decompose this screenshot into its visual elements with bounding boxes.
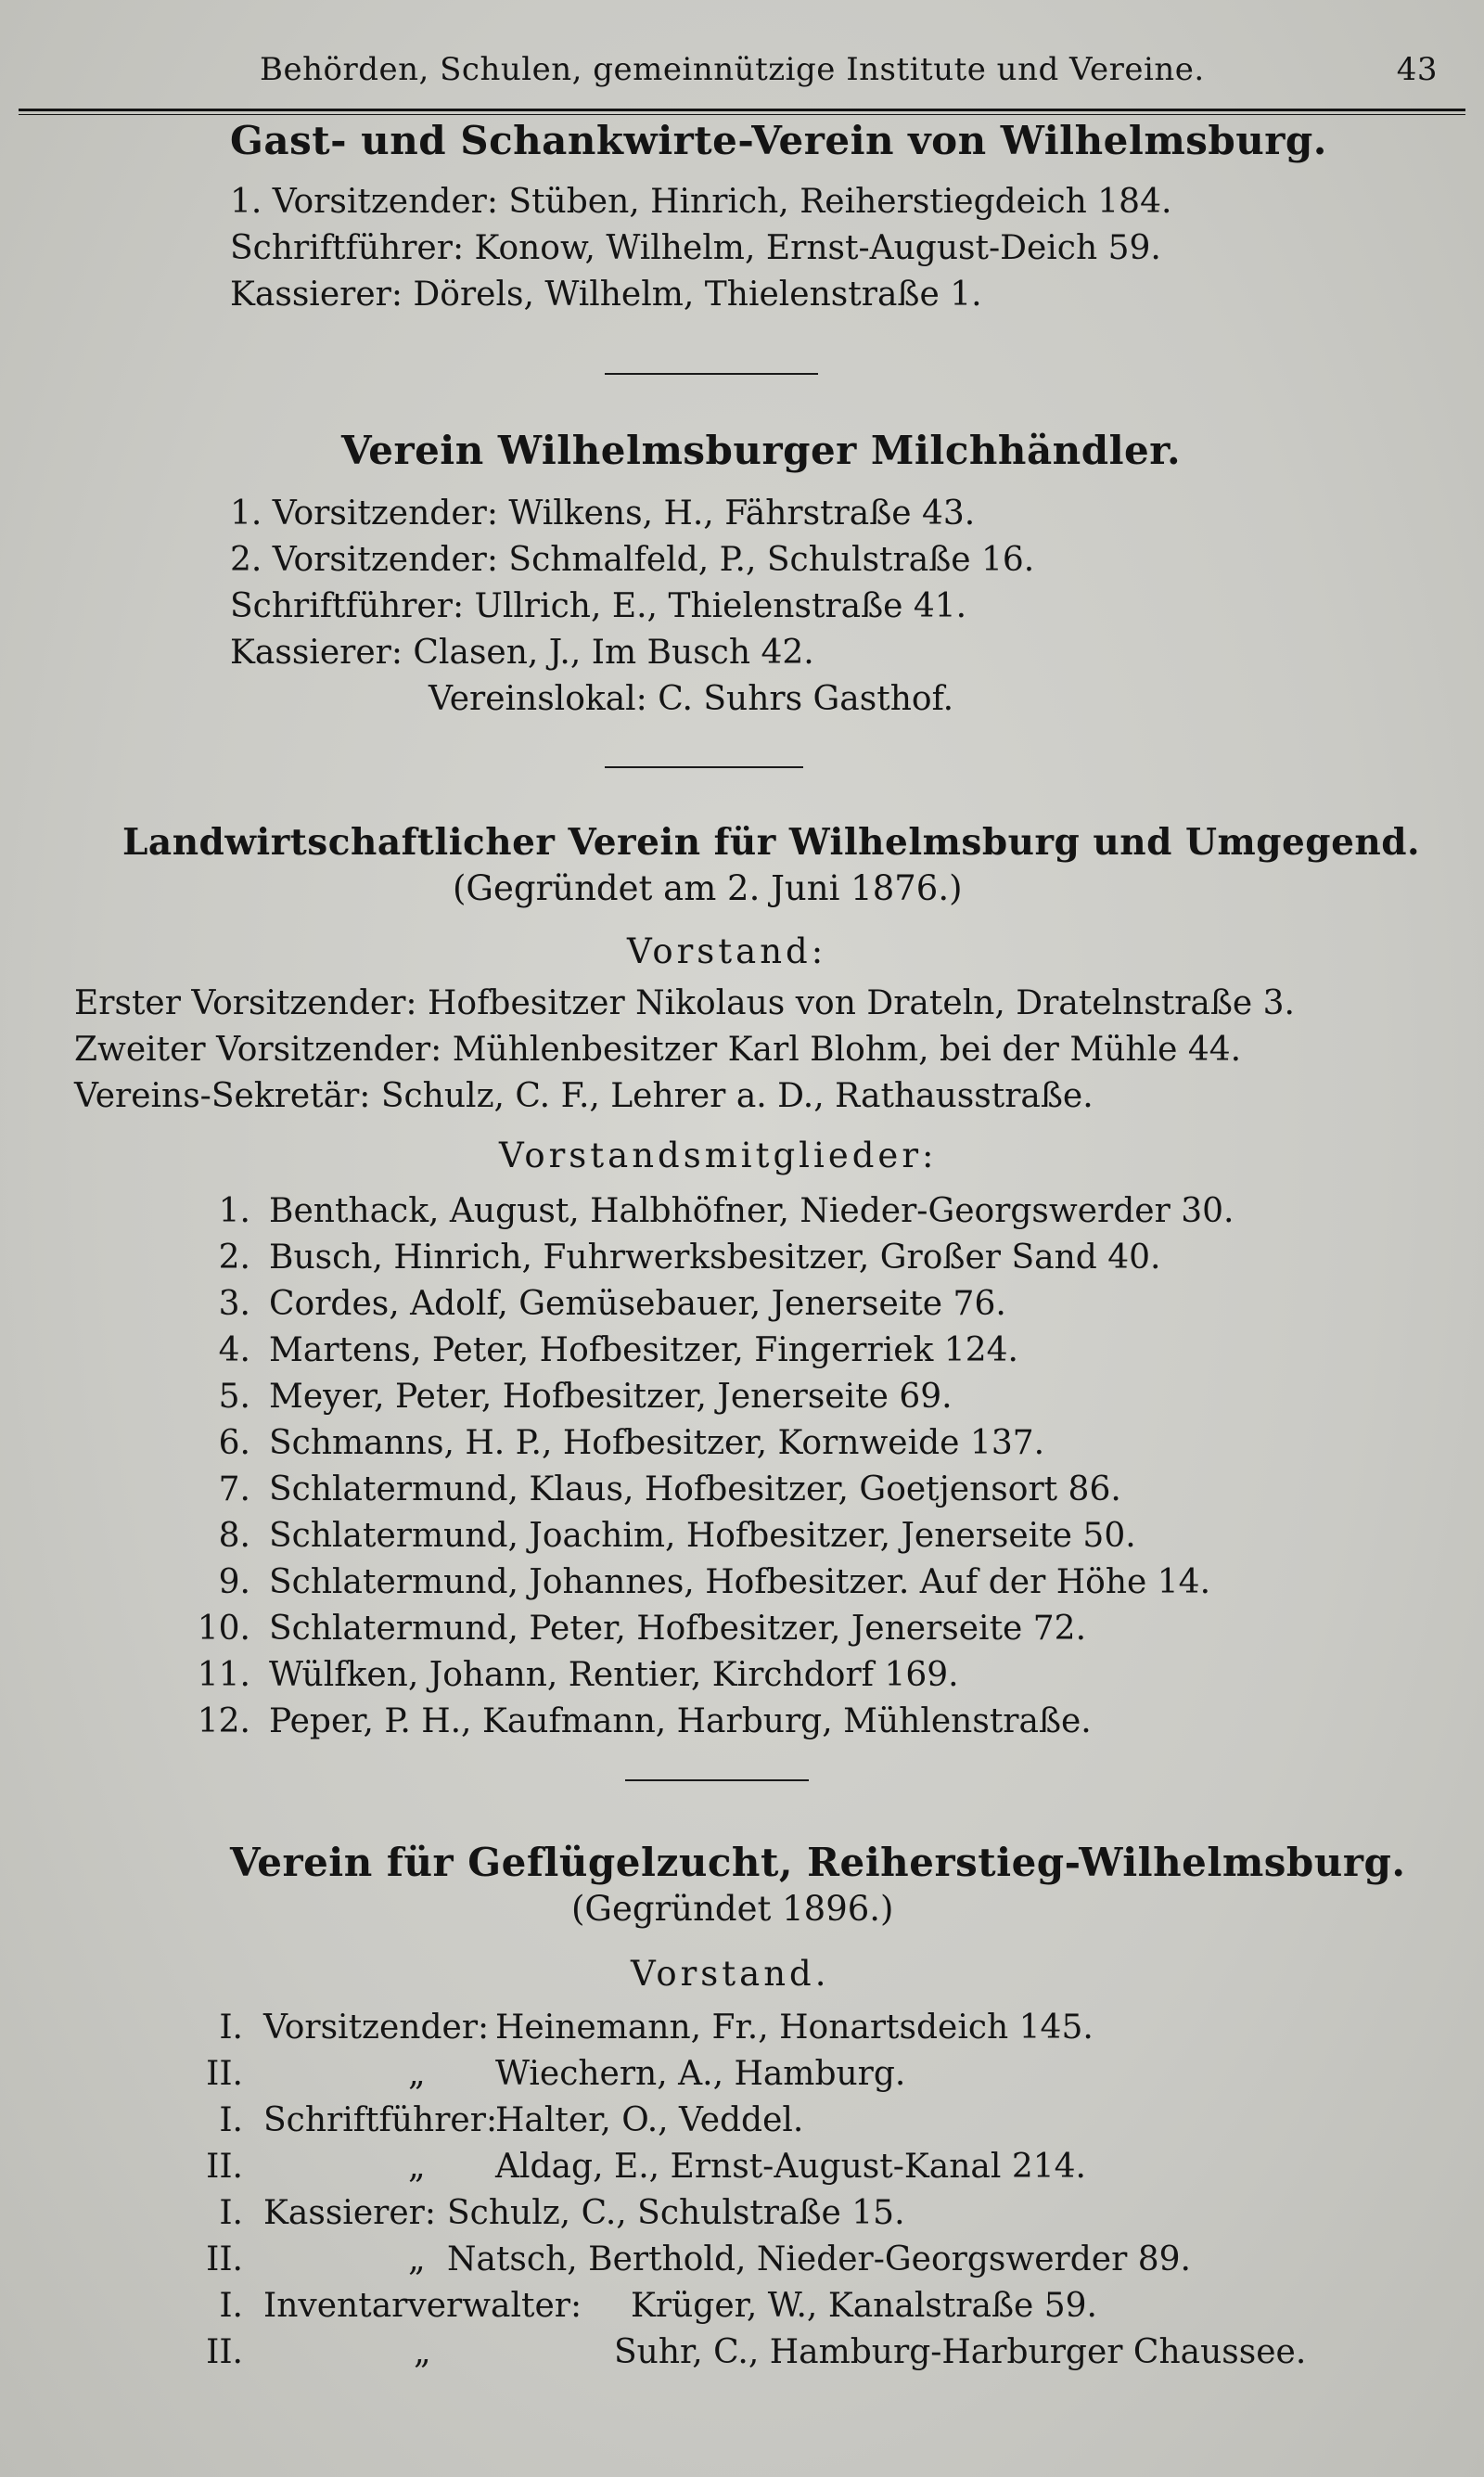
member-entry: Suhr, C., Hamburg-Harburger Chaussee. [614,2333,1307,2371]
rank-number: II. [206,2333,243,2371]
member-entry: Wiechern, A., Hamburg. [495,2055,906,2093]
section-divider [605,766,803,768]
member-entry: Peper, P. H., Kaufmann, Harburg, Mühlenstraße. [269,1702,1092,1740]
member-entry: Martens, Peter, Hofbesitzer, Fingerriek 124. [269,1331,1018,1369]
section-title: Verein für Geflügelzucht, Reiherstieg-Wilhelmsburg. [230,1840,1406,1885]
member-number: 11. [197,1656,250,1694]
member-entry: Schmanns, H. P., Hofbesitzer, Kornweide 137. [269,1424,1045,1462]
member-number: 1. [218,1192,250,1230]
member-entry: Aldag, E., Ernst-August-Kanal 214. [495,2148,1086,2186]
member-number: 7. [218,1470,250,1508]
running-title: Behörden, Schulen, gemeinnützige Institute und Vereine. [260,51,1205,88]
member-entry: Schlatermund, Johannes, Hofbesitzer. Auf der Höhe 14. [269,1563,1211,1601]
list-item: Schriftführer: Ullrich, E., Thielenstraße 41. [230,587,967,625]
member-entry: Krüger, W., Kanalstraße 59. [631,2287,1097,2325]
board-heading: Vorstand. [631,1954,830,1994]
founded-note: (Gegründet am 2. Juni 1876.) [453,868,963,908]
member-number: 8. [218,1517,250,1555]
member-number: 6. [218,1424,250,1462]
rank-number: I. [219,2101,243,2139]
member-entry: Benthack, August, Halbhöfner, Nieder-Georgswerder 30. [269,1192,1235,1230]
role-label: Schriftführer: [263,2101,498,2139]
list-item: Vereinslokal: C. Suhrs Gasthof. [429,680,954,718]
member-number: 12. [197,1702,250,1740]
list-item: Vereins-Sekretär: Schulz, C. F., Lehrer a. D., Rathausstraße. [74,1077,1094,1115]
list-item: Erster Vorsitzender: Hofbesitzer Nikolaus von Drateln, Dratelnstraße 3. [74,984,1296,1022]
member-entry: Wülfken, Johann, Rentier, Kirchdorf 169. [269,1656,959,1694]
member-entry: Natsch, Berthold, Nieder-Georgswerder 89. [447,2240,1191,2278]
role-label: Vorsitzender: [263,2009,490,2047]
section-title: Verein Wilhelmsburger Milchhändler. [341,428,1182,473]
rank-number: I. [219,2194,243,2232]
founded-note: (Gegründet 1896.) [571,1889,894,1929]
list-item: Kassierer: Clasen, J., Im Busch 42. [230,634,814,672]
section-divider [625,1779,809,1781]
rank-number: I. [219,2009,243,2047]
list-item: Schriftführer: Konow, Wilhelm, Ernst-August-Deich 59. [230,229,1161,267]
member-entry: Cordes, Adolf, Gemüsebauer, Jenerseite 76. [269,1285,1006,1323]
member-number: 9. [218,1563,250,1601]
ditto-mark: „ [408,2148,426,2186]
ditto-mark: „ [408,2240,426,2278]
page-number: 43 [1396,51,1438,88]
board-heading: Vorstand: [627,931,827,971]
section-title: Gast- und Schankwirte-Verein von Wilhelmsburg. [230,118,1327,163]
list-item: 1. Vorsitzender: Wilkens, H., Fährstraße 43. [230,494,976,533]
member-number: 10. [197,1610,250,1648]
member-number: 3. [218,1285,250,1323]
member-entry: Schlatermund, Peter, Hofbesitzer, Jenerseite 72. [269,1610,1087,1648]
member-entry: Halter, O., Veddel. [495,2101,804,2139]
section-title: Landwirtschaftlicher Verein für Wilhelmsburg und Umgegend. [122,821,1421,864]
list-item: 2. Vorsitzender: Schmalfeld, P., Schulstraße 16. [230,541,1035,579]
member-number: 5. [218,1378,250,1416]
list-item: 1. Vorsitzender: Stüben, Hinrich, Reiherstiegdeich 184. [230,183,1172,221]
member-entry: Schlatermund, Joachim, Hofbesitzer, Jenerseite 50. [269,1517,1136,1555]
member-number: 4. [218,1331,250,1369]
rank-number: II. [206,2240,243,2278]
member-entry: Schlatermund, Klaus, Hofbesitzer, Goetjensort 86. [269,1470,1121,1508]
list-item: Kassierer: Dörels, Wilhelm, Thielenstraße 1. [230,276,982,314]
member-number: 2. [218,1238,250,1277]
section-divider [605,373,818,375]
role-label: Kassierer: [263,2194,436,2232]
member-entry: Heinemann, Fr., Honartsdeich 145. [495,2009,1094,2047]
list-item: Zweiter Vorsitzender: Mühlenbesitzer Karl Blohm, bei der Mühle 44. [74,1031,1242,1069]
member-entry: Meyer, Peter, Hofbesitzer, Jenerseite 69. [269,1378,953,1416]
ditto-mark: „ [408,2055,426,2093]
ditto-mark: „ [414,2333,431,2371]
role-label: Inventarverwalter: [263,2287,582,2325]
rank-number: I. [219,2287,243,2325]
rank-number: II. [206,2148,243,2186]
rank-number: II. [206,2055,243,2093]
page-header [260,51,1438,97]
header-rule [19,109,1465,115]
member-entry: Schulz, C., Schulstraße 15. [447,2194,905,2232]
member-entry: Busch, Hinrich, Fuhrwerksbesitzer, Großer Sand 40. [269,1238,1161,1277]
members-heading: Vorstandsmitglieder: [499,1136,938,1175]
